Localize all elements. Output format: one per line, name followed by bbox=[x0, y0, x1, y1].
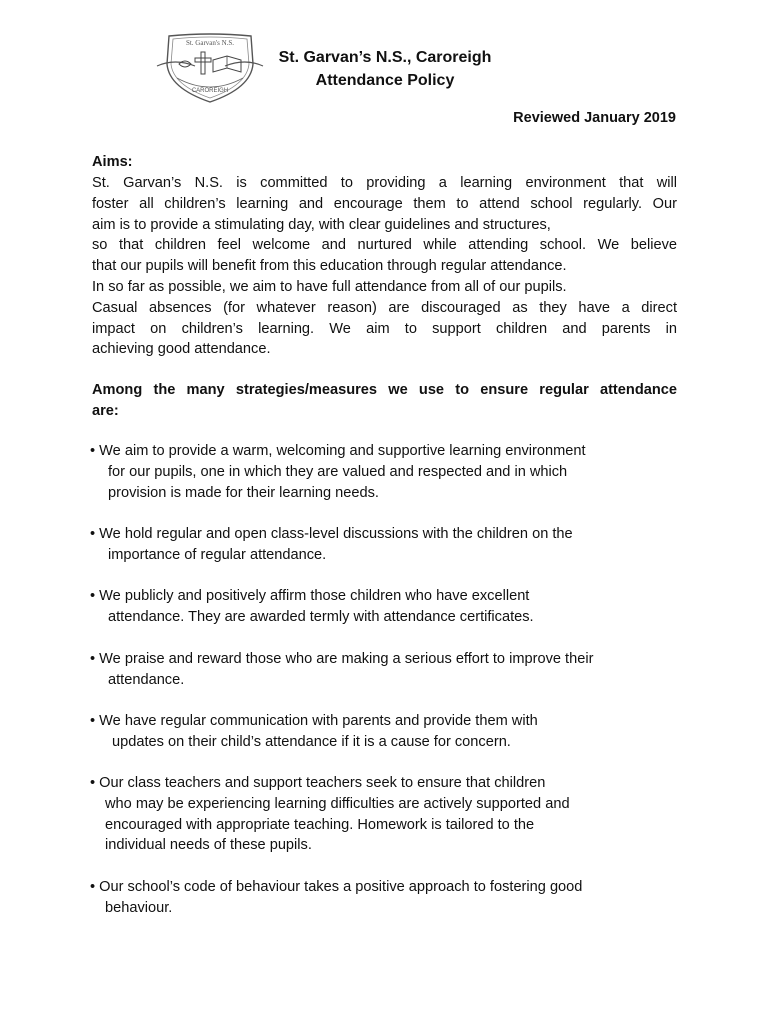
aims-line: aim is to provide a stimulating day, with clear guidelines and structures, bbox=[92, 216, 551, 233]
list-item bbox=[90, 773, 690, 856]
bullet-text: • We aim to provide a warm, welcoming and supportive learning environment bbox=[90, 443, 586, 459]
school-name: St. Garvan’s N.S., Caroreigh bbox=[278, 49, 492, 66]
bullet-text: who may be experiencing learning difficulties are actively supported and bbox=[105, 795, 570, 812]
list-item bbox=[90, 649, 690, 691]
strategies-heading-line: are: bbox=[92, 402, 119, 419]
policy-title: Attendance Policy bbox=[315, 72, 455, 89]
aims-line: achieving good attendance. bbox=[92, 341, 271, 358]
strategies-heading bbox=[92, 380, 677, 422]
aims-line: St. Garvan’s N.S. is committed to providing a learning environment that will bbox=[92, 175, 677, 191]
list-item bbox=[90, 441, 690, 503]
bullet-text: importance of regular attendance. bbox=[108, 546, 327, 563]
review-date: Reviewed January 2019 bbox=[513, 110, 676, 126]
bullet-text: attendance. bbox=[108, 671, 185, 688]
crest-text-bottom: CAROREIGH bbox=[191, 88, 229, 94]
aims-line: In so far as possible, we aim to have full attendance from all of our pupils. bbox=[92, 278, 567, 295]
aims-line: foster all children’s learning and encourage them to attend school regularly. Our bbox=[92, 195, 677, 212]
list-item bbox=[90, 877, 690, 919]
crest-text-top: St. Garvan's N.S. bbox=[185, 39, 235, 47]
school-crest-logo bbox=[155, 30, 265, 106]
list-item bbox=[90, 524, 690, 566]
bullet-text: individual needs of these pupils. bbox=[105, 837, 312, 854]
bullet-text: provision is made for their learning needs. bbox=[108, 484, 379, 501]
bullet-text: • We have regular communication with parents and provide them with bbox=[90, 713, 538, 729]
document-title bbox=[250, 46, 520, 92]
bullet-text: updates on their child’s attendance if it is a cause for concern. bbox=[112, 733, 511, 750]
bullet-text: for our pupils, one in which they are valued and respected and in which bbox=[108, 463, 568, 480]
list-item bbox=[90, 586, 690, 628]
aims-paragraph bbox=[92, 173, 677, 360]
aims-line: so that children feel welcome and nurtured while attending school. We believe bbox=[92, 237, 677, 254]
aims-heading: Aims: bbox=[92, 154, 133, 170]
bullet-text: • We hold regular and open class-level discussions with the children on the bbox=[90, 526, 573, 542]
bullet-text: • We praise and reward those who are making a serious effort to improve their bbox=[90, 651, 594, 667]
bullet-text: • We publicly and positively affirm those children who have excellent bbox=[90, 588, 530, 604]
bullet-text: • Our class teachers and support teachers seek to ensure that children bbox=[90, 775, 546, 791]
aims-line: impact on children’s learning. We aim to support children and parents in bbox=[92, 320, 677, 337]
bullet-text: attendance. They are awarded termly with attendance certificates. bbox=[108, 608, 534, 625]
strategies-heading-line: Among the many strategies/measures we use to ensure regular attendance bbox=[92, 382, 677, 398]
aims-line: that our pupils will benefit from this education through regular attendance. bbox=[92, 258, 567, 275]
bullet-text: • Our school’s code of behaviour takes a positive approach to fostering good bbox=[90, 879, 583, 895]
bullet-text: behaviour. bbox=[105, 899, 173, 916]
bullet-text: encouraged with appropriate teaching. Homework is tailored to the bbox=[105, 816, 535, 833]
list-item bbox=[90, 711, 690, 753]
aims-line: Casual absences (for whatever reason) are discouraged as they have a direct bbox=[92, 299, 677, 316]
